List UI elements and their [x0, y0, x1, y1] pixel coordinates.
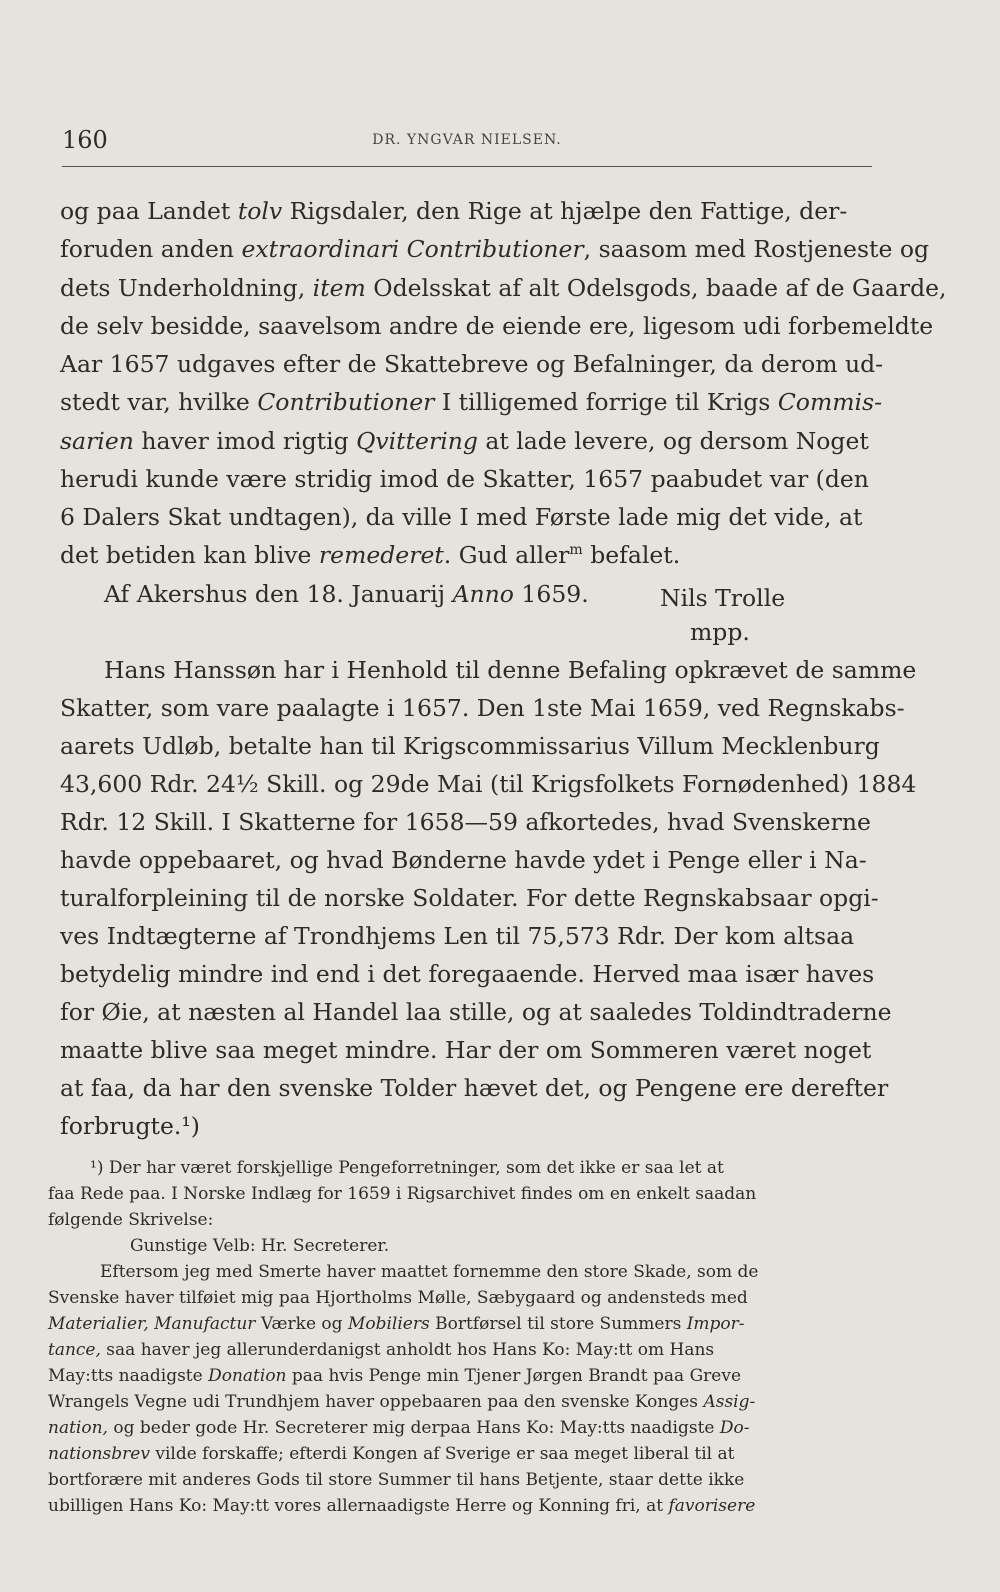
text-line: herudi kunde være stridig imod de Skatter, 1657 paabudet var (den: [60, 465, 869, 493]
footnote-line: Materialier, Manufactur Værke og Mobiliers Bortførsel til store Summers Impor-: [48, 1314, 745, 1334]
footnote-line: May:tts naadigste Donation paa hvis Penge min Tjener Jørgen Brandt paa Greve: [48, 1366, 742, 1386]
header-rule: [62, 166, 872, 167]
text-line: dets Underholdning, item Odelsskat af alt Odelsgods, baade af de Gaarde,: [60, 274, 947, 302]
footnote-line: bortforære mit anderes Gods til store Summer til hans Betjente, staar dette ikke: [48, 1470, 745, 1490]
text-line: 43,600 Rdr. 24½ Skill. og 29de Mai (til Krigsfolkets Fornødenhed) 1884: [60, 770, 917, 798]
signature-suffix: mpp.: [690, 618, 750, 646]
text-line: foruden anden extraordinari Contributioner, saasom med Rostjeneste og: [60, 235, 930, 263]
footnote-line: nation, og beder gode Hr. Secreterer mig derpaa Hans Ko: May:tts naadigste Do-: [48, 1418, 750, 1438]
text-line: havde oppebaaret, og hvad Bønderne havde ydet i Penge eller i Na-: [60, 846, 867, 874]
text-line: og paa Landet tolv Rigsdaler, den Rige at hjælpe den Fattige, der-: [60, 197, 848, 225]
text-line: turalforpleining til de norske Soldater. For dette Regnskabsaar opgi-: [60, 884, 879, 912]
text-line: aarets Udløb, betalte han til Krigscommissarius Villum Mecklenburg: [60, 732, 880, 760]
text-line: sarien haver imod rigtig Qvittering at lade levere, og dersom Noget: [60, 427, 869, 455]
footnote-line: ¹) Der har været forskjellige Pengeforretninger, som det ikke er saa let at: [90, 1158, 724, 1178]
running-head: DR. YNGVAR NIELSEN.: [372, 132, 562, 148]
footnote-line: Svenske haver tilføiet mig paa Hjortholms Mølle, Sæbygaard og andensteds med: [48, 1288, 748, 1308]
footnote-line: følgende Skrivelse:: [48, 1210, 214, 1230]
text-line: Skatter, som vare paalagte i 1657. Den 1ste Mai 1659, ved Regnskabs-: [60, 694, 905, 722]
text-line: stedt var, hvilke Contributioner I tilligemed forrige til Krigs Commis-: [60, 388, 883, 416]
text-line: Aar 1657 udgaves efter de Skattebreve og Befalninger, da derom ud-: [60, 350, 884, 378]
text-line: betydelig mindre ind end i det foregaaende. Herved maa især haves: [60, 960, 875, 988]
footnote-line: tance, saa haver jeg allerunderdanigst anholdt hos Hans Ko: May:tt om Hans: [48, 1340, 715, 1360]
text-line: at faa, da har den svenske Tolder hævet det, og Pengene ere derefter: [60, 1074, 889, 1102]
footnote-line: Wrangels Vegne udi Trundhjem haver oppebaaren paa den svenske Konges Assig-: [48, 1392, 756, 1412]
text-line: Rdr. 12 Skill. I Skatterne for 1658—59 afkortedes, hvad Svenskerne: [60, 808, 871, 836]
text-line: det betiden kan blive remederet. Gud aller$^m$ befalet.: [60, 541, 681, 569]
text-line: for Øie, at næsten al Handel laa stille, og at saaledes Toldindtraderne: [60, 998, 892, 1026]
text-line: ves Indtægterne af Trondhjems Len til 75,573 Rdr. Der kom altsaa: [60, 922, 855, 950]
signature: Nils Trolle: [660, 584, 786, 612]
footnote-line: Gunstige Velb: Hr. Secreterer.: [130, 1236, 390, 1256]
page-header: [62, 126, 872, 166]
text-line: forbrugte.¹): [60, 1112, 200, 1140]
footnote-line: ubilligen Hans Ko: May:tt vores allernaadigste Herre og Konning fri, at favorisere: [48, 1496, 756, 1516]
footnote-line: Eftersom jeg med Smerte haver maattet fornemme den store Skade, som de: [100, 1262, 759, 1282]
text-line: maatte blive saa meget mindre. Har der om Sommeren været noget: [60, 1036, 872, 1064]
footnote-line: faa Rede paa. I Norske Indlæg for 1659 i Rigsarchivet findes om en enkelt saadan: [48, 1184, 757, 1204]
text-line: de selv besidde, saavelsom andre de eiende ere, ligesom udi forbemeldte: [60, 312, 934, 340]
date-line: Af Akershus den 18. Januarij Anno 1659.: [104, 580, 589, 608]
footnote-line: nationsbrev vilde forskaffe; efterdi Kongen af Sverige er saa meget liberal til at: [48, 1444, 735, 1464]
text-line: 6 Dalers Skat undtagen), da ville I med Første lade mig det vide, at: [60, 503, 863, 531]
text-line: Hans Hanssøn har i Henhold til denne Befaling opkrævet de samme: [104, 656, 917, 684]
page-number: 160: [62, 126, 108, 154]
